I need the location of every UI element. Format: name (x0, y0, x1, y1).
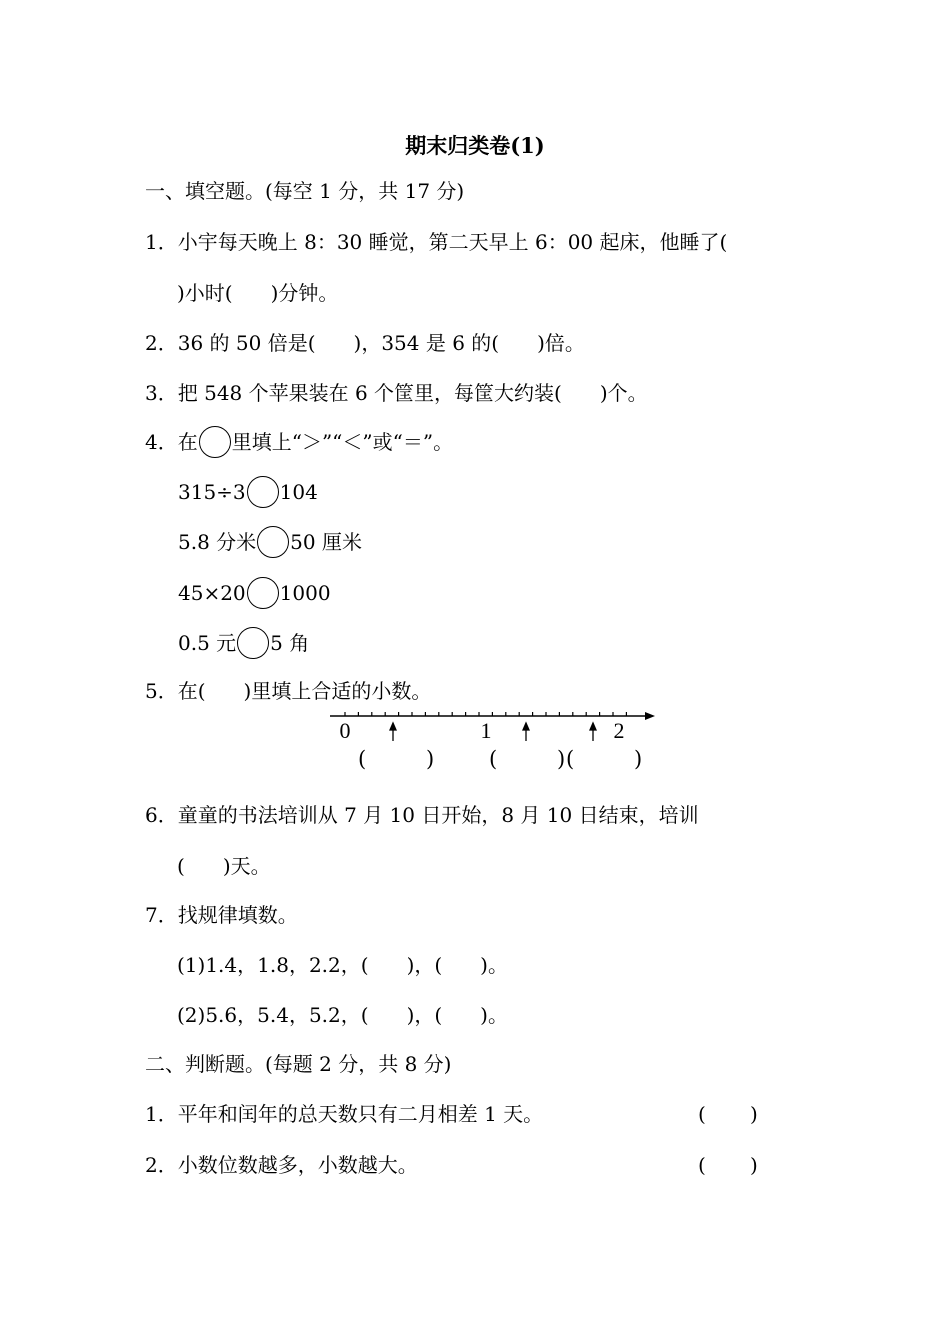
sequence-text: (1)1.4，1.8，2.2，( (177, 953, 369, 977)
up-arrow-icon (390, 723, 396, 730)
question-number: 1． (145, 1102, 178, 1126)
compare-right: 5 角 (270, 631, 310, 655)
compare-row (178, 526, 362, 558)
number-line (325, 705, 665, 750)
question-number: 3． (145, 381, 178, 405)
compare-row (178, 577, 331, 609)
compare-left: 0.5 元 (178, 631, 237, 655)
judge-item (145, 1101, 543, 1127)
question-6 (145, 802, 699, 828)
judge-paren-open[interactable]: ( (698, 1102, 706, 1126)
answer-paren-open[interactable]: ( (566, 747, 575, 771)
question-2 (145, 330, 585, 356)
compare-left: 5.8 分米 (178, 530, 257, 554)
answer-blank[interactable]: )。 (480, 1003, 508, 1027)
answer-paren-close[interactable]: ) (426, 747, 435, 771)
question-text: )里填上合适的小数。 (243, 679, 432, 703)
section1-heading: 一、填空题。(每空 1 分，共 17 分) (145, 179, 465, 203)
compare-left: 315÷3 (178, 480, 246, 504)
answer-blank[interactable]: )。 (480, 953, 508, 977)
up-arrow-icon (523, 723, 529, 730)
answer-blank-hours[interactable]: )小时( (177, 281, 233, 305)
answer-paren-open[interactable]: ( (489, 747, 498, 771)
circle-blank-icon (199, 426, 231, 458)
answer-blank-minutes[interactable]: )分钟。 (270, 281, 339, 305)
answer-paren-open[interactable]: ( (358, 747, 367, 771)
question-text: 36 的 50 倍是( (177, 331, 316, 355)
question-6-cont (177, 853, 271, 879)
judge-paren-close[interactable]: ) (750, 1153, 758, 1177)
question-number: 2． (145, 331, 178, 355)
question-number: 1． (145, 230, 178, 254)
section2-heading: 二、判断题。(每题 2 分，共 8 分) (145, 1052, 452, 1076)
answer-blank[interactable]: )，( (406, 1003, 443, 1027)
compare-right: 104 (279, 480, 318, 504)
answer-paren-close[interactable]: ) (557, 747, 566, 771)
judge-paren-close[interactable]: ) (750, 1102, 758, 1126)
compare-circle[interactable] (257, 526, 289, 558)
question-number: 2． (145, 1153, 178, 1177)
question-1-cont (177, 280, 338, 306)
compare-left: 45×20 (178, 581, 246, 605)
question-text: )天。 (222, 854, 271, 878)
question-text: 把 548 个苹果装在 6 个筐里，每筐大约装( (177, 381, 562, 405)
compare-circle[interactable] (247, 476, 279, 508)
question-3 (145, 380, 648, 406)
question-text: )倍。 (537, 331, 585, 355)
question-text: 小数位数越多，小数越大。 (177, 1153, 418, 1177)
question-text: 平年和闰年的总天数只有二月相差 1 天。 (177, 1102, 544, 1126)
question-text: 在 (177, 430, 198, 454)
question-5 (145, 678, 431, 704)
up-arrow-icon (590, 723, 596, 730)
answer-blank[interactable]: ( (177, 854, 185, 878)
compare-row (178, 476, 318, 508)
question-text: 里填上“＞”“＜”或“＝”。 (231, 430, 454, 454)
number-line-label: 1 (480, 718, 492, 743)
question-7 (145, 902, 298, 928)
question-7-part-2 (177, 1002, 508, 1028)
question-number: 7． (145, 903, 178, 927)
question-4 (145, 426, 453, 458)
compare-right: 1000 (279, 581, 331, 605)
sequence-text: (2)5.6，5.4，5.2，( (177, 1003, 369, 1027)
answer-blank[interactable]: )，( (406, 953, 443, 977)
answer-blank[interactable]: )个。 (599, 381, 648, 405)
judge-paren-open[interactable]: ( (698, 1153, 706, 1177)
question-text: 找规律填数。 (177, 903, 298, 927)
number-line-label: 0 (339, 718, 351, 743)
number-line-label: 2 (613, 718, 625, 743)
question-number: 4． (145, 430, 178, 454)
page-title: 期末归类卷(1) (405, 133, 545, 158)
question-text: 小宇每天晚上 8：30 睡觉，第二天早上 6：00 起床，他睡了( (177, 230, 728, 254)
arrow-icon (645, 712, 655, 720)
answer-blank[interactable]: )，354 是 6 的( (353, 331, 500, 355)
judge-item (145, 1152, 418, 1178)
compare-right: 50 厘米 (290, 530, 362, 554)
question-number: 6． (145, 803, 178, 827)
question-text: 在( (177, 679, 206, 703)
question-7-part-1 (177, 952, 508, 978)
compare-circle[interactable] (237, 627, 269, 659)
question-text: 童童的书法培训从 7 月 10 日开始，8 月 10 日结束，培训 (177, 803, 699, 827)
compare-row (178, 627, 309, 659)
question-number: 5． (145, 679, 178, 703)
compare-circle[interactable] (247, 577, 279, 609)
answer-paren-close[interactable]: ) (634, 747, 643, 771)
question-1 (145, 229, 727, 255)
